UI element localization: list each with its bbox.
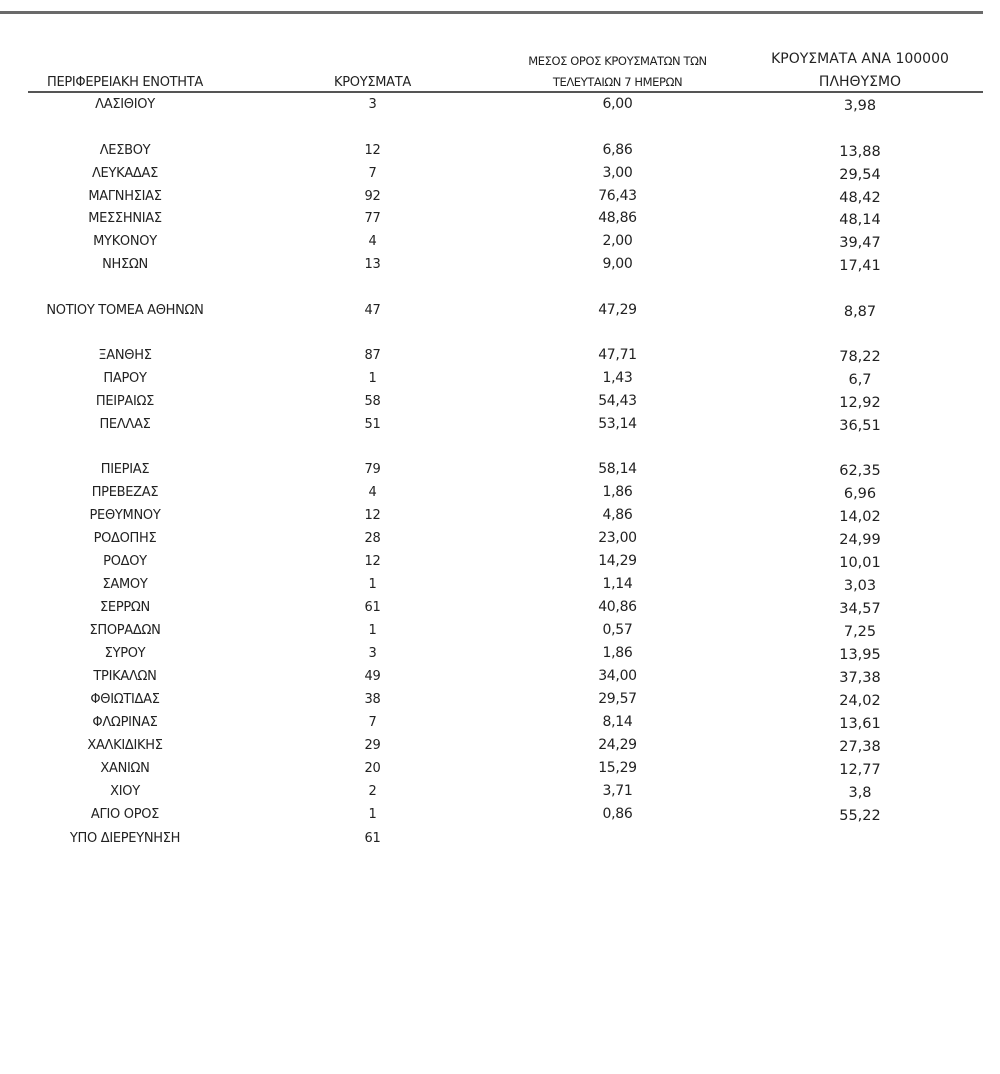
- cell-per100k: 36,51: [839, 418, 881, 434]
- cell-region: ΥΠΟ ΔΙΕΡΕΥΝΗΣΗ: [69, 831, 181, 846]
- cell-avg7: 24,29: [598, 737, 637, 753]
- cell-cases: 7: [368, 715, 377, 730]
- cell-region: ΡΟΔΟΠΗΣ: [93, 531, 157, 546]
- cell-avg7: 40,86: [598, 599, 637, 615]
- header-per100k-line1: ΚΡΟΥΣΜΑΤΑ ΑΝΑ 100000: [771, 51, 949, 67]
- header-region: ΠΕΡΙΦΕΡΕΙΑΚΗ ΕΝΟΤΗΤΑ: [46, 75, 204, 90]
- cell-per100k: 3,03: [843, 578, 877, 594]
- cell-per100k: 6,96: [843, 486, 877, 502]
- cell-per100k: 8,87: [843, 304, 877, 320]
- cell-cases: 61: [364, 831, 381, 846]
- cell-per100k: 17,41: [839, 258, 881, 274]
- cell-cases: 1: [368, 577, 377, 592]
- cell-avg7: 15,29: [598, 760, 637, 776]
- cell-avg7: 1,43: [602, 370, 633, 386]
- cell-avg7: 14,29: [598, 553, 637, 569]
- cell-per100k: 27,38: [839, 739, 881, 755]
- cell-avg7: 76,43: [598, 188, 637, 204]
- cell-region: ΣΥΡΟΥ: [104, 646, 146, 661]
- cell-region: ΜΥΚΟΝΟΥ: [93, 234, 157, 249]
- cell-avg7: 47,29: [598, 302, 637, 318]
- cell-cases: 4: [368, 485, 377, 500]
- header-per100k-line2: ΠΛΗΘΥΣΜΟ: [818, 74, 902, 90]
- cell-per100k: 48,42: [839, 190, 881, 206]
- cell-avg7: 47,71: [598, 347, 637, 363]
- cell-region: ΣΕΡΡΩΝ: [100, 600, 150, 615]
- cell-region: ΦΛΩΡΙΝΑΣ: [92, 715, 158, 730]
- top-divider: [0, 11, 983, 14]
- cell-cases: 79: [364, 462, 381, 477]
- cell-per100k: 13,95: [839, 647, 881, 663]
- header-cases: ΚΡΟΥΣΜΑΤΑ: [334, 75, 411, 90]
- cell-per100k: 10,01: [839, 555, 881, 571]
- cell-per100k: 12,77: [839, 762, 881, 778]
- cell-region: ΞΑΝΘΗΣ: [98, 348, 152, 363]
- cell-avg7: 9,00: [602, 256, 633, 272]
- cell-per100k: 48,14: [839, 212, 881, 228]
- cell-per100k: 55,22: [839, 808, 881, 824]
- cell-per100k: 24,02: [839, 693, 881, 709]
- cell-region: ΠΕΛΛΑΣ: [99, 417, 151, 432]
- cell-avg7: 58,14: [598, 461, 637, 477]
- cell-region: ΡΟΔΟΥ: [103, 554, 147, 569]
- cell-cases: 51: [364, 417, 381, 432]
- cell-cases: 12: [364, 554, 381, 569]
- header-divider: [28, 91, 983, 93]
- cell-per100k: 24,99: [839, 532, 881, 548]
- cell-avg7: 2,00: [602, 233, 633, 249]
- cell-cases: 12: [364, 143, 381, 158]
- cell-cases: 1: [368, 807, 377, 822]
- cell-cases: 12: [364, 508, 381, 523]
- cell-per100k: 3,98: [843, 98, 877, 114]
- cell-per100k: 78,22: [839, 349, 881, 365]
- cell-cases: 28: [364, 531, 381, 546]
- cell-avg7: 53,14: [598, 416, 637, 432]
- cell-cases: 58: [364, 394, 381, 409]
- cell-avg7: 29,57: [598, 691, 637, 707]
- cell-per100k: 14,02: [839, 509, 881, 525]
- cell-avg7: 0,57: [602, 622, 633, 638]
- cell-region: ΛΕΣΒΟΥ: [99, 143, 151, 158]
- cell-region: ΛΑΣΙΘΙΟΥ: [95, 97, 155, 112]
- cell-cases: 20: [364, 761, 381, 776]
- cell-avg7: 6,86: [602, 142, 633, 158]
- cell-per100k: 13,88: [839, 144, 881, 160]
- cell-cases: 7: [368, 166, 377, 181]
- cell-region: ΠΑΡΟΥ: [103, 371, 147, 386]
- cell-cases: 3: [368, 646, 377, 661]
- cell-per100k: 34,57: [839, 601, 881, 617]
- cell-cases: 47: [364, 303, 381, 318]
- cell-per100k: 12,92: [839, 395, 881, 411]
- cell-avg7: 1,86: [602, 645, 633, 661]
- cell-per100k: 29,54: [839, 167, 881, 183]
- cell-region: ΠΙΕΡΙΑΣ: [100, 462, 150, 477]
- cell-region: ΣΠΟΡΑΔΩΝ: [89, 623, 161, 638]
- cell-region: ΛΕΥΚΑΔΑΣ: [91, 166, 159, 181]
- cell-avg7: 34,00: [598, 668, 637, 684]
- cell-cases: 1: [368, 623, 377, 638]
- cell-cases: 92: [364, 189, 381, 204]
- cell-region: ΣΑΜΟΥ: [102, 577, 148, 592]
- cell-region: ΡΕΘΥΜΝΟΥ: [89, 508, 161, 523]
- cell-cases: 4: [368, 234, 377, 249]
- cell-avg7: 3,71: [602, 783, 633, 799]
- cell-region: ΧΑΛΚΙΔΙΚΗΣ: [87, 738, 163, 753]
- cell-per100k: 6,7: [848, 372, 872, 388]
- cell-avg7: 48,86: [598, 210, 637, 226]
- cell-region: ΝΗΣΩΝ: [102, 257, 148, 272]
- cell-region: ΜΑΓΝΗΣΙΑΣ: [88, 189, 162, 204]
- cell-region: ΤΡΙΚΑΛΩΝ: [93, 669, 157, 684]
- cell-avg7: 54,43: [598, 393, 637, 409]
- cell-avg7: 3,00: [602, 165, 633, 181]
- cell-avg7: 0,86: [602, 806, 633, 822]
- cell-per100k: 3,8: [848, 785, 872, 801]
- cell-per100k: 62,35: [839, 463, 881, 479]
- cell-region: ΦΘΙΩΤΙΔΑΣ: [90, 692, 160, 707]
- cell-region: ΑΓΙΟ ΟΡΟΣ: [90, 807, 160, 822]
- cell-avg7: 1,86: [602, 484, 633, 500]
- cell-region: ΧΙΟΥ: [110, 784, 140, 799]
- cell-region: ΠΡΕΒΕΖΑΣ: [91, 485, 159, 500]
- cell-cases: 3: [368, 97, 377, 112]
- cell-avg7: 8,14: [602, 714, 633, 730]
- cell-per100k: 7,25: [843, 624, 877, 640]
- cell-region: ΠΕΙΡΑΙΩΣ: [95, 394, 155, 409]
- cell-avg7: 23,00: [598, 530, 637, 546]
- cell-cases: 13: [364, 257, 381, 272]
- cell-cases: 87: [364, 348, 381, 363]
- cell-per100k: 39,47: [839, 235, 881, 251]
- cell-region: ΧΑΝΙΩΝ: [100, 761, 150, 776]
- cell-cases: 2: [368, 784, 377, 799]
- cell-per100k: 13,61: [839, 716, 881, 732]
- cell-avg7: 6,00: [602, 96, 633, 112]
- cell-cases: 38: [364, 692, 381, 707]
- cell-region: ΝΟΤΙΟΥ ΤΟΜΕΑ ΑΘΗΝΩΝ: [46, 303, 204, 318]
- cell-region: ΜΕΣΣΗΝΙΑΣ: [88, 211, 162, 226]
- cell-per100k: 37,38: [839, 670, 881, 686]
- header-avg7-line2: ΤΕΛΕΥΤΑΙΩΝ 7 ΗΜΕΡΩΝ: [552, 75, 683, 89]
- cell-avg7: 4,86: [602, 507, 633, 523]
- cell-cases: 29: [364, 738, 381, 753]
- cell-avg7: 1,14: [602, 576, 633, 592]
- header-avg7-line1: ΜΕΣΟΣ ΟΡΟΣ ΚΡΟΥΣΜΑΤΩΝ ΤΩΝ: [528, 54, 707, 68]
- cell-cases: 49: [364, 669, 381, 684]
- cell-cases: 61: [364, 600, 381, 615]
- cell-cases: 77: [364, 211, 381, 226]
- cell-cases: 1: [368, 371, 377, 386]
